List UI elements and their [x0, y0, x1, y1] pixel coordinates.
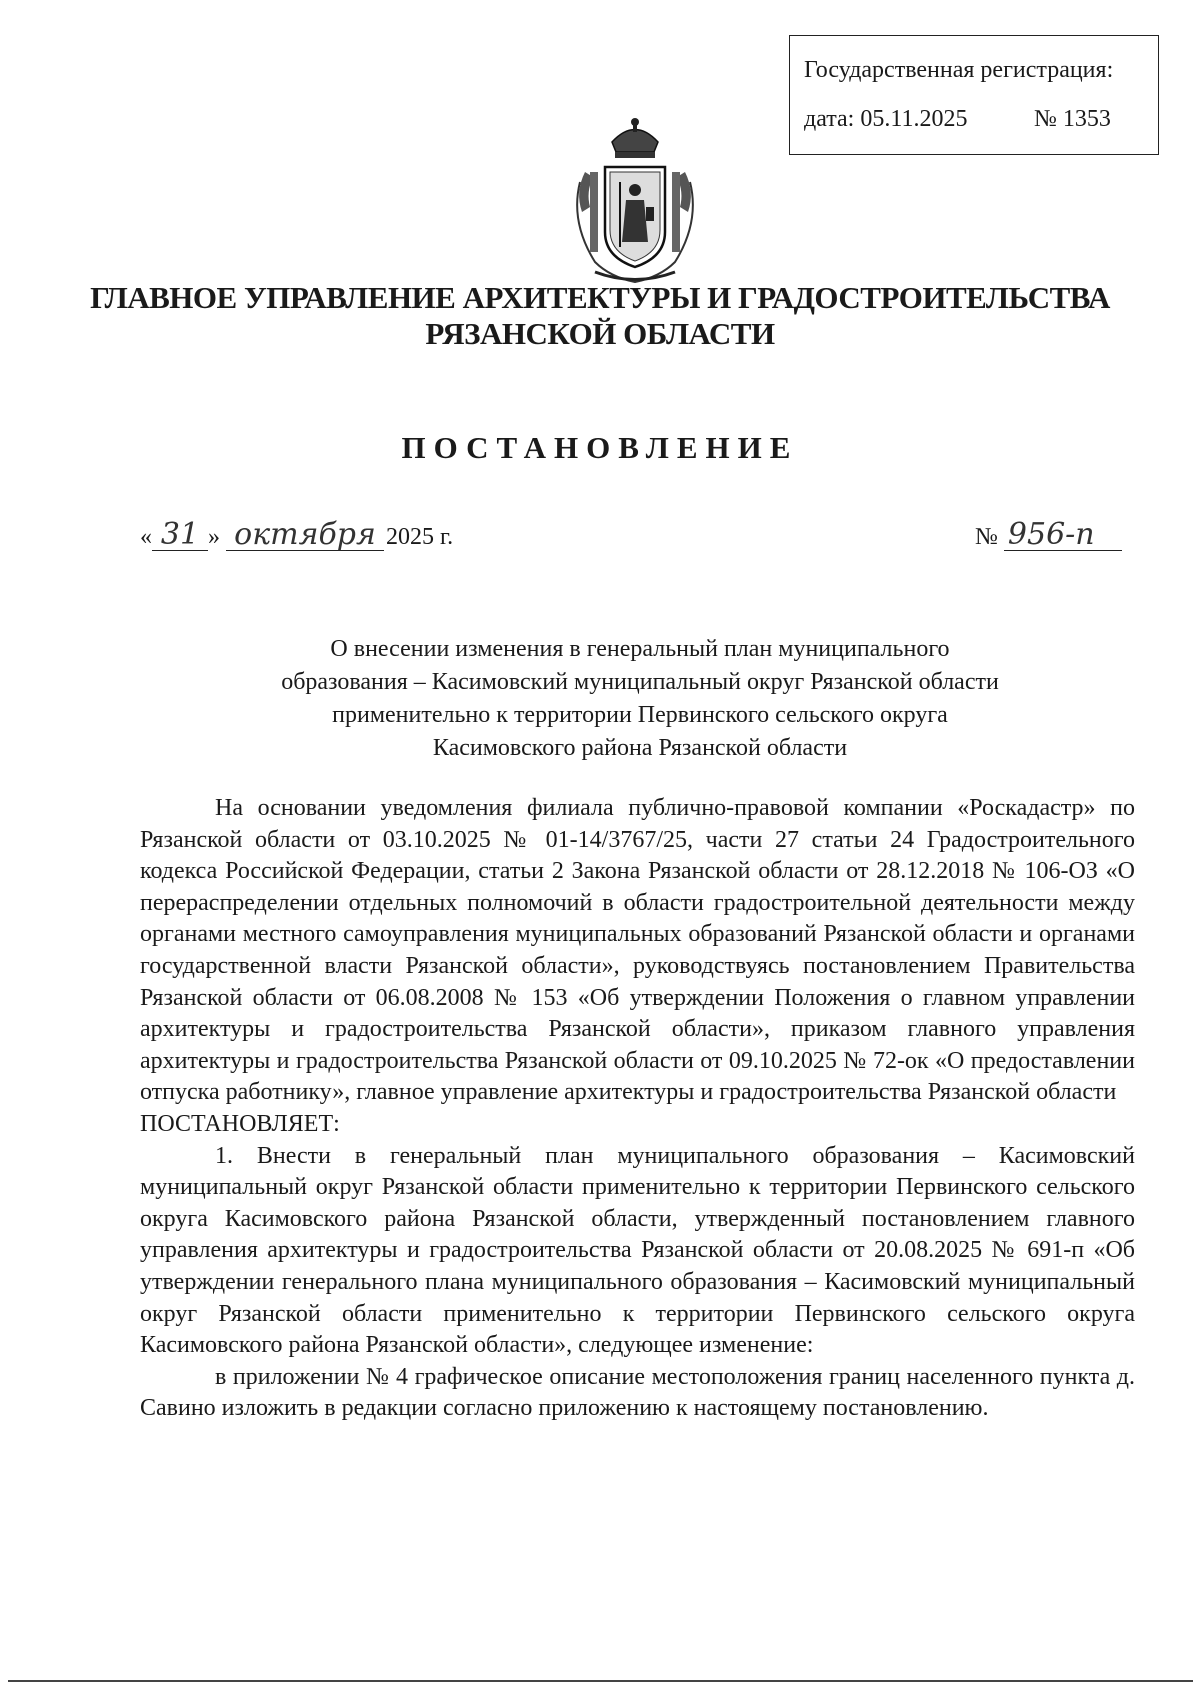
- date-close-quote: »: [208, 524, 220, 550]
- registration-number: № 1353: [1034, 106, 1111, 132]
- document-body: [140, 793, 1135, 1425]
- subject-line-2: образования – Касимовский муниципальный округ Рязанской области: [281, 669, 999, 695]
- subject-line-1: О внесении изменения в генеральный план муниципального: [330, 636, 950, 662]
- document-subject: [140, 633, 1140, 765]
- date-open-quote: «: [140, 524, 152, 550]
- document-type-title: ПОСТАНОВЛЕНИЕ: [401, 430, 799, 465]
- paragraph-basis: На основании уведомления филиала публично-правовой компании «Роскадастр» по Рязанской области от 03.10.2025 № 01-14/3767/25, части 27 статьи 24 Градостроительного кодекса Российской Федерации, статьи 2 Закона Рязанской области от 28.12.2018 № 106-ОЗ «О перераспределении отдельных полномочий в области градостроительной деятельности между органами местного самоуправления муниципальных образований Рязанской области и органами государственной власти Рязанской области», руководствуясь постановлением Правительства Рязанской области от 06.08.2008 № 153 «Об утверждении Положения о главном управлении архитектуры и градостроительства Рязанской области», приказом главного управления архитектуры и градостроительства Рязанской области от 09.10.2025 № 72-ок «О предоставлении отпуска работнику», главное управление архитектуры и градостроительства Рязанской области: [140, 795, 1135, 1106]
- registration-stamp: [789, 35, 1159, 155]
- paragraph-item-1: 1. Внести в генеральный план муниципального образования – Касимовский муниципальный округ Рязанской области применительно к территории Первинского сельского округа Касимовского района Рязанской области, утвержденный постановлением главного управления архитектуры и градостроительства Рязанской области от 20.08.2025 № 691-п «Об утверждении генерального плана муниципального образования – Касимовский муниципальный округ Рязанской области применительно к территории Первинского сельского округа Касимовского района Рязанской области», следующее изменение:: [140, 1142, 1135, 1359]
- document-number: [975, 517, 1122, 552]
- handwritten-day: 31: [152, 520, 208, 551]
- agency-line-2: РЯЗАНСКОЙ ОБЛАСТИ: [425, 315, 775, 351]
- coat-of-arms-icon: [560, 112, 710, 287]
- registration-date: дата: 05.11.2025: [804, 106, 968, 132]
- registration-title: Государственная регистрация:: [804, 57, 1114, 83]
- page-bottom-rule: [8, 1680, 1193, 1682]
- date-year: 2025 г.: [386, 524, 454, 550]
- paragraph-amendment: в приложении № 4 графическое описание местоположения границ населенного пункта д. Савино изложить в редакции согласно приложению к настоящему постановлению.: [140, 1363, 1135, 1422]
- agency-line-1: ГЛАВНОЕ УПРАВЛЕНИЕ АРХИТЕКТУРЫ И ГРАДОСТРОИТЕЛЬСТВА: [90, 280, 1110, 315]
- agency-name: [0, 280, 1200, 351]
- handwritten-month: октября: [226, 520, 384, 551]
- subject-line-4: Касимовского района Рязанской области: [432, 735, 848, 761]
- subject-line-3: применительно к территории Первинского сельского округа: [332, 702, 948, 728]
- handwritten-number: 956-п: [1004, 520, 1122, 551]
- number-label: №: [975, 524, 998, 550]
- document-date: [140, 517, 454, 552]
- decree-word: ПОСТАНОВЛЯЕТ:: [140, 1110, 340, 1137]
